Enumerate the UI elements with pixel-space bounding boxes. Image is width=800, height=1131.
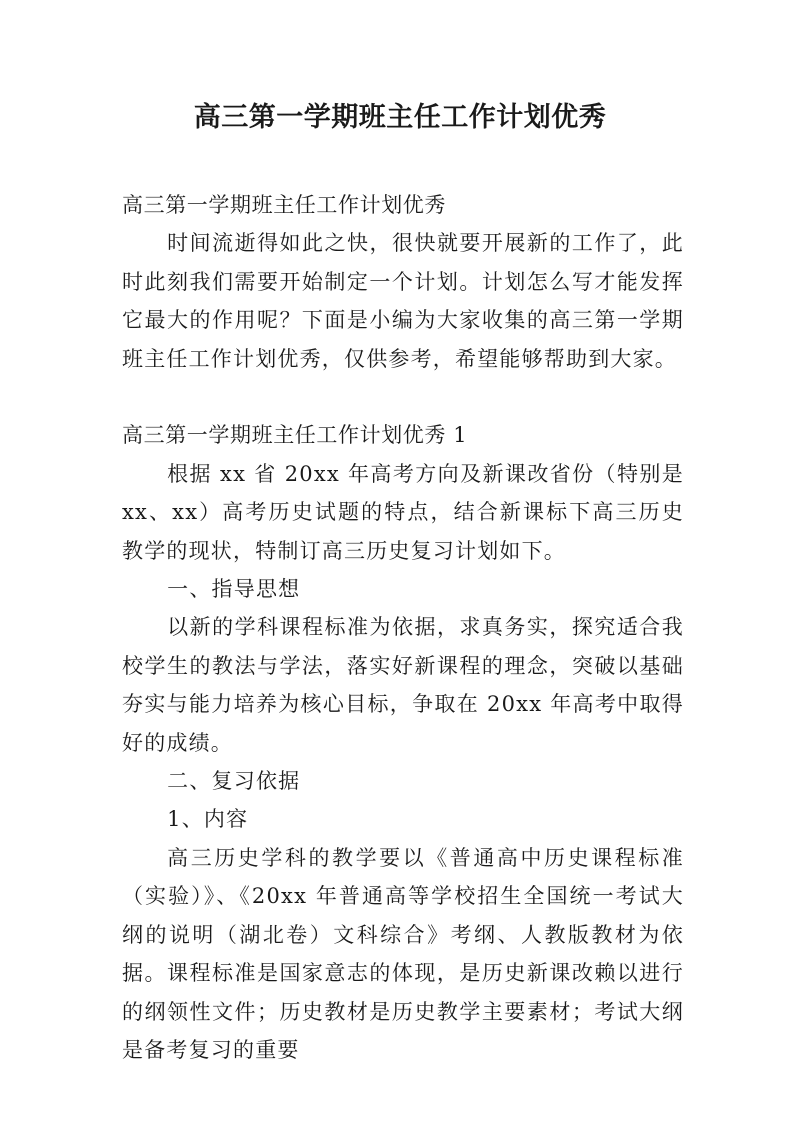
document-title: 高三第一学期班主任工作计划优秀 [193, 102, 607, 133]
guiding-heading: 一、指导思想 [167, 577, 301, 602]
section-1-paragraph: 根据 xx 省 20xx 年高考方向及新课改省份（特别是 xx、xx）高考历史试题的特点，结合新课标下高三历史教学的现状，特制订高三历史复习计划如下。 [122, 461, 684, 563]
guiding-paragraph: 以新的学科课程标准为依据，求真务实，探究适合我校学生的教法与学法，落实好新课程的理念，突破以基础夯实与能力培养为核心目标，争取在 20xx 年高考中取得好的成绩。 [122, 615, 684, 755]
document-body [122, 186, 684, 1069]
content-heading: 1、内容 [167, 807, 249, 832]
subtitle-line: 高三第一学期班主任工作计划优秀 [122, 193, 446, 217]
basis-heading: 二、复习依据 [167, 769, 301, 794]
paragraph-gap [122, 378, 684, 416]
content-paragraph: 高三历史学科的教学要以《普通高中历史课程标准（实验）》、《20xx 年普通高等学校招生全国统一考试大纲的说明（湖北卷）文科综合》考纲、人教版教材为依据。课程标准是国家意志的体现，是历史新课改赖以进行的纲领性文件；历史教材是历史教学主要素材；考试大纲是备考复习的重要 [122, 845, 684, 1062]
section-1-heading: 高三第一学期班主任工作计划优秀 1 [122, 423, 468, 448]
intro-paragraph: 时间流逝得如此之快，很快就要开展新的工作了，此时此刻我们需要开始制定一个计划。计划怎么写才能发挥它最大的作用呢？下面是小编为大家收集的高三第一学期班主任工作计划优秀，仅供参考，希望能够帮助到大家。 [122, 231, 684, 371]
